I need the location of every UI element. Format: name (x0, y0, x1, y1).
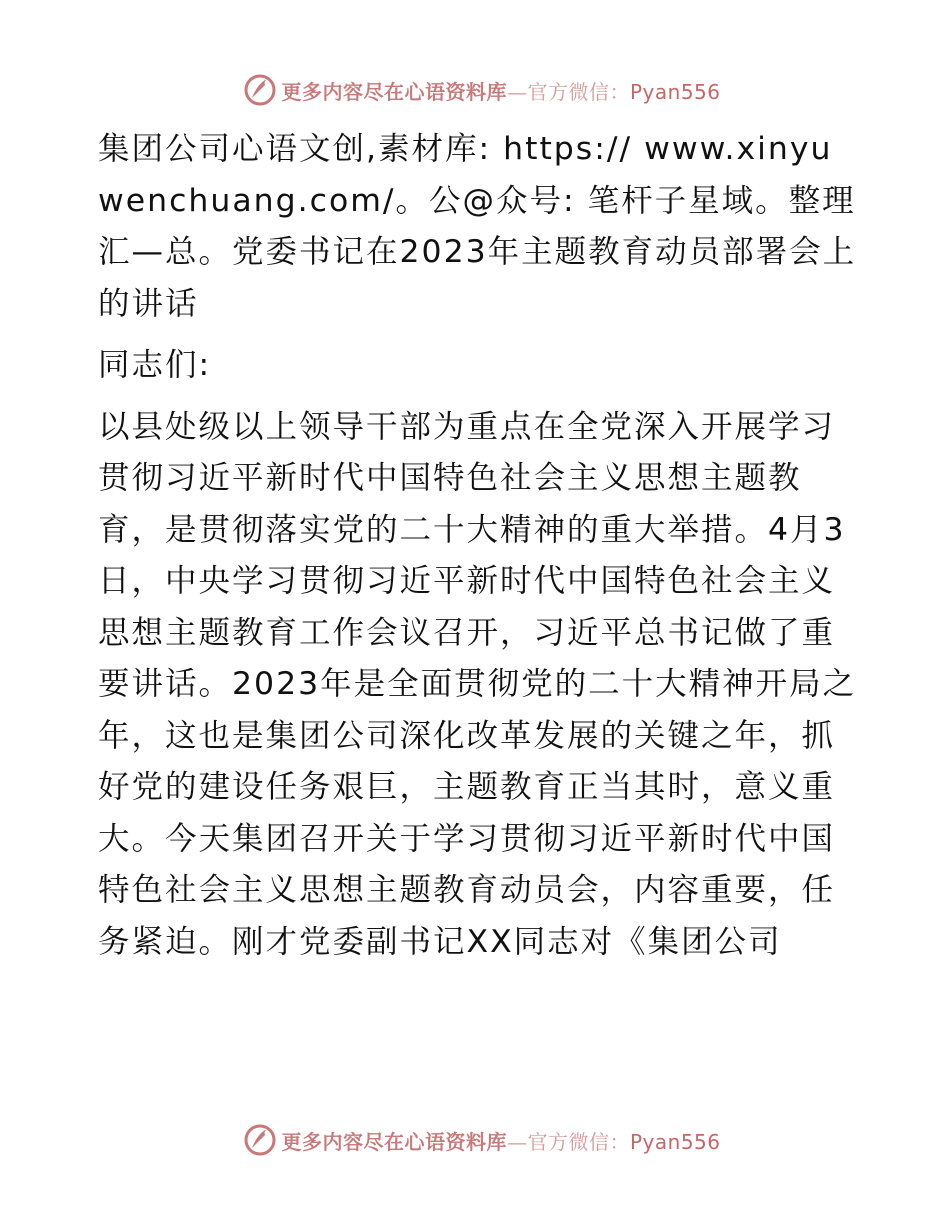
footer-watermark (0, 1120, 950, 1160)
body-paragraph: 以县处级以上领导干部为重点在全党深入开展学习贯彻习近平新时代中国特色社会主义思想主题教育，是贯彻落实党的二十大精神的重大举措。4月3日，中央学习贯彻习近平新时代中国特色社会主义思想主题教育工作会议召开，习近平总书记做了重要讲话。2023年是全面贯彻党的二十大精神开局之年，这也是集团公司深化改革发展的关键之年，抓好党的建设任务艰巨，主题教育正当其时，意义重大。今天集团召开关于学习贯彻习近平新时代中国特色社会主义思想主题教育动员会，内容重要，任务紧迫。刚才党委副书记XX同志对《集团公司 (98, 408, 857, 960)
document-body (98, 124, 858, 968)
quill-seal-icon (243, 73, 277, 107)
watermark-text: 更多内容尽在心语资料库—官方微信：Pyan556 (281, 79, 721, 104)
quill-seal-icon (243, 1123, 277, 1157)
watermark-text: 更多内容尽在心语资料库—官方微信：Pyan556 (281, 1129, 721, 1154)
title-paragraph: 集团公司心语文创,素材库: https:// www.xinyuwenchuang.com/。公@众号: 笔杆子星域。整理汇—总。党委书记在2023年主题教育动员部署会上的讲话 (98, 131, 857, 322)
header-watermark (0, 70, 950, 110)
greeting: 同志们: (98, 347, 212, 383)
